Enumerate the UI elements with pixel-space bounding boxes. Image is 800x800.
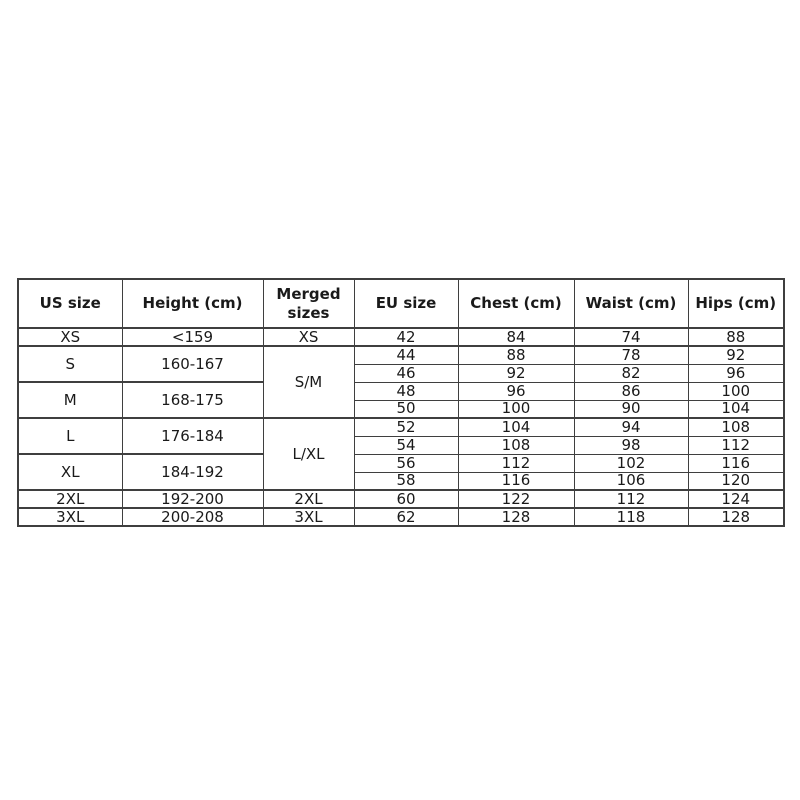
- cell-height: 168-175: [122, 382, 263, 418]
- header-row: [18, 279, 784, 328]
- cell-hips: 100: [688, 382, 784, 400]
- cell-us-size: L: [18, 418, 122, 454]
- cell-us-size: XL: [18, 454, 122, 490]
- table-row-3xl: [18, 508, 784, 526]
- table-row-eu44: [18, 346, 784, 364]
- cell-eu-size: 62: [354, 508, 458, 526]
- cell-us-size: S: [18, 346, 122, 382]
- cell-height: 160-167: [122, 346, 263, 382]
- cell-eu-size: 42: [354, 328, 458, 346]
- cell-eu-size: 60: [354, 490, 458, 508]
- header-hips-cm: Hips (cm): [688, 279, 784, 328]
- cell-hips: 128: [688, 508, 784, 526]
- cell-height: 192-200: [122, 490, 263, 508]
- table-row-eu52: [18, 418, 784, 436]
- cell-merged-size: 3XL: [263, 508, 354, 526]
- cell-hips: 88: [688, 328, 784, 346]
- cell-eu-size: 50: [354, 400, 458, 418]
- header-eu-size: EU size: [354, 279, 458, 328]
- cell-chest: 96: [458, 382, 574, 400]
- cell-waist: 106: [574, 472, 688, 490]
- cell-chest: 92: [458, 364, 574, 382]
- cell-hips: 120: [688, 472, 784, 490]
- cell-waist: 90: [574, 400, 688, 418]
- cell-waist: 112: [574, 490, 688, 508]
- cell-hips: 92: [688, 346, 784, 364]
- cell-height: 184-192: [122, 454, 263, 490]
- cell-waist: 98: [574, 436, 688, 454]
- cell-us-size: 3XL: [18, 508, 122, 526]
- cell-hips: 96: [688, 364, 784, 382]
- cell-waist: 86: [574, 382, 688, 400]
- cell-chest: 84: [458, 328, 574, 346]
- cell-chest: 116: [458, 472, 574, 490]
- table-row-2xl: [18, 490, 784, 508]
- cell-us-size: 2XL: [18, 490, 122, 508]
- table-row-xs: [18, 328, 784, 346]
- size-chart-container: [17, 278, 785, 527]
- cell-height: 200-208: [122, 508, 263, 526]
- cell-chest: 88: [458, 346, 574, 364]
- cell-merged-size: 2XL: [263, 490, 354, 508]
- cell-hips: 104: [688, 400, 784, 418]
- cell-merged-size: XS: [263, 328, 354, 346]
- cell-chest: 108: [458, 436, 574, 454]
- table-row-eu48: [18, 382, 784, 400]
- cell-chest: 100: [458, 400, 574, 418]
- cell-hips: 108: [688, 418, 784, 436]
- cell-height: <159: [122, 328, 263, 346]
- cell-us-size: XS: [18, 328, 122, 346]
- cell-eu-size: 58: [354, 472, 458, 490]
- cell-us-size: M: [18, 382, 122, 418]
- cell-chest: 112: [458, 454, 574, 472]
- header-us-size: US size: [18, 279, 122, 328]
- cell-waist: 102: [574, 454, 688, 472]
- cell-merged-size: L/XL: [263, 418, 354, 490]
- cell-waist: 118: [574, 508, 688, 526]
- size-chart-table: [17, 278, 785, 527]
- cell-chest: 104: [458, 418, 574, 436]
- cell-hips: 124: [688, 490, 784, 508]
- cell-chest: 128: [458, 508, 574, 526]
- header-waist-cm: Waist (cm): [574, 279, 688, 328]
- cell-waist: 94: [574, 418, 688, 436]
- cell-chest: 122: [458, 490, 574, 508]
- cell-waist: 74: [574, 328, 688, 346]
- header-height-cm: Height (cm): [122, 279, 263, 328]
- cell-eu-size: 46: [354, 364, 458, 382]
- header-chest-cm: Chest (cm): [458, 279, 574, 328]
- cell-height: 176-184: [122, 418, 263, 454]
- cell-merged-size: S/M: [263, 346, 354, 418]
- cell-waist: 78: [574, 346, 688, 364]
- cell-hips: 116: [688, 454, 784, 472]
- cell-waist: 82: [574, 364, 688, 382]
- cell-eu-size: 44: [354, 346, 458, 364]
- header-merged-sizes: Merged sizes: [263, 279, 354, 328]
- cell-eu-size: 48: [354, 382, 458, 400]
- table-row-eu56: [18, 454, 784, 472]
- cell-eu-size: 52: [354, 418, 458, 436]
- cell-eu-size: 54: [354, 436, 458, 454]
- cell-hips: 112: [688, 436, 784, 454]
- cell-eu-size: 56: [354, 454, 458, 472]
